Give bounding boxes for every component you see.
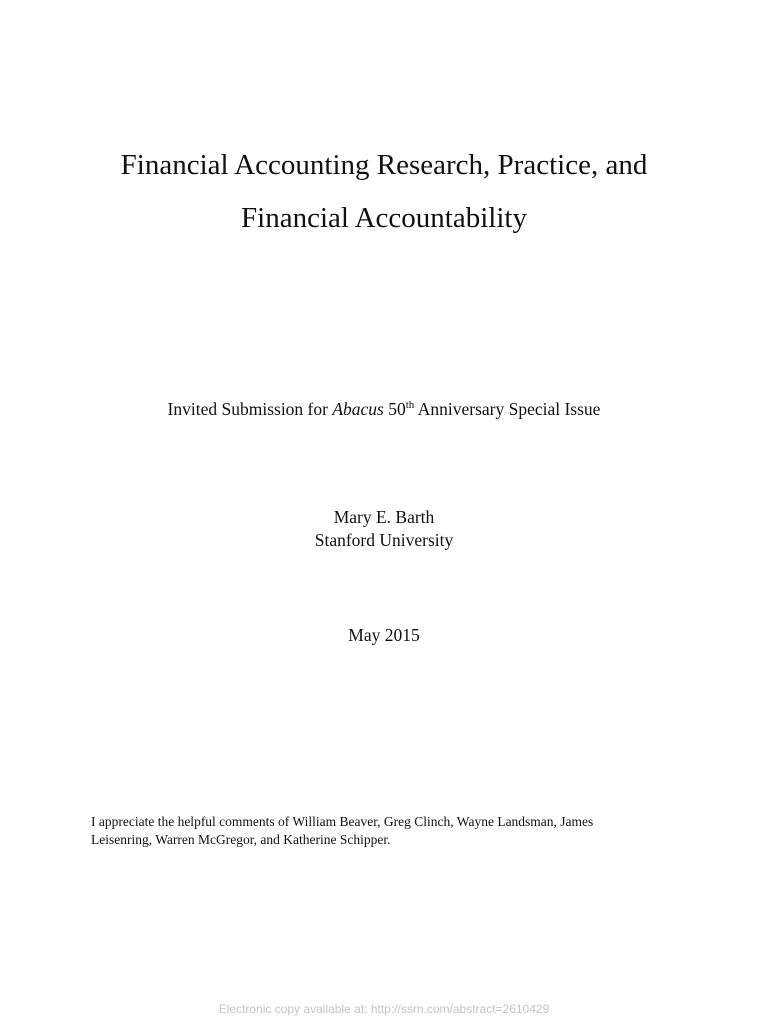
submission-prefix: Invited Submission for [167,399,333,419]
footnote-line-2: Leisenring, Warren McGregor, and Katherine Schipper. [91,832,391,847]
paper-title-line-2: Financial Accountability [241,202,527,234]
author-name: Mary E. Barth [333,507,435,527]
paper-title-line-1: Financial Accounting Research, Practice, and [120,149,648,181]
publication-date: May 2015 [348,625,420,645]
ssrn-footer: Electronic copy available at: http://ssrn.com/abstract=2610429 [218,1002,550,1016]
submission-suffix: Anniversary Special Issue [414,399,601,419]
anniversary-number: 50 [383,399,406,419]
ordinal-suffix: th [405,399,415,412]
footnote-line-1: I appreciate the helpful comments of William Beaver, Greg Clinch, Wayne Landsman, James [91,814,594,829]
submission-note [0,398,768,420]
journal-name: Abacus [332,399,384,419]
acknowledgement-footnote [91,813,691,849]
author-affiliation: Stanford University [314,530,454,550]
